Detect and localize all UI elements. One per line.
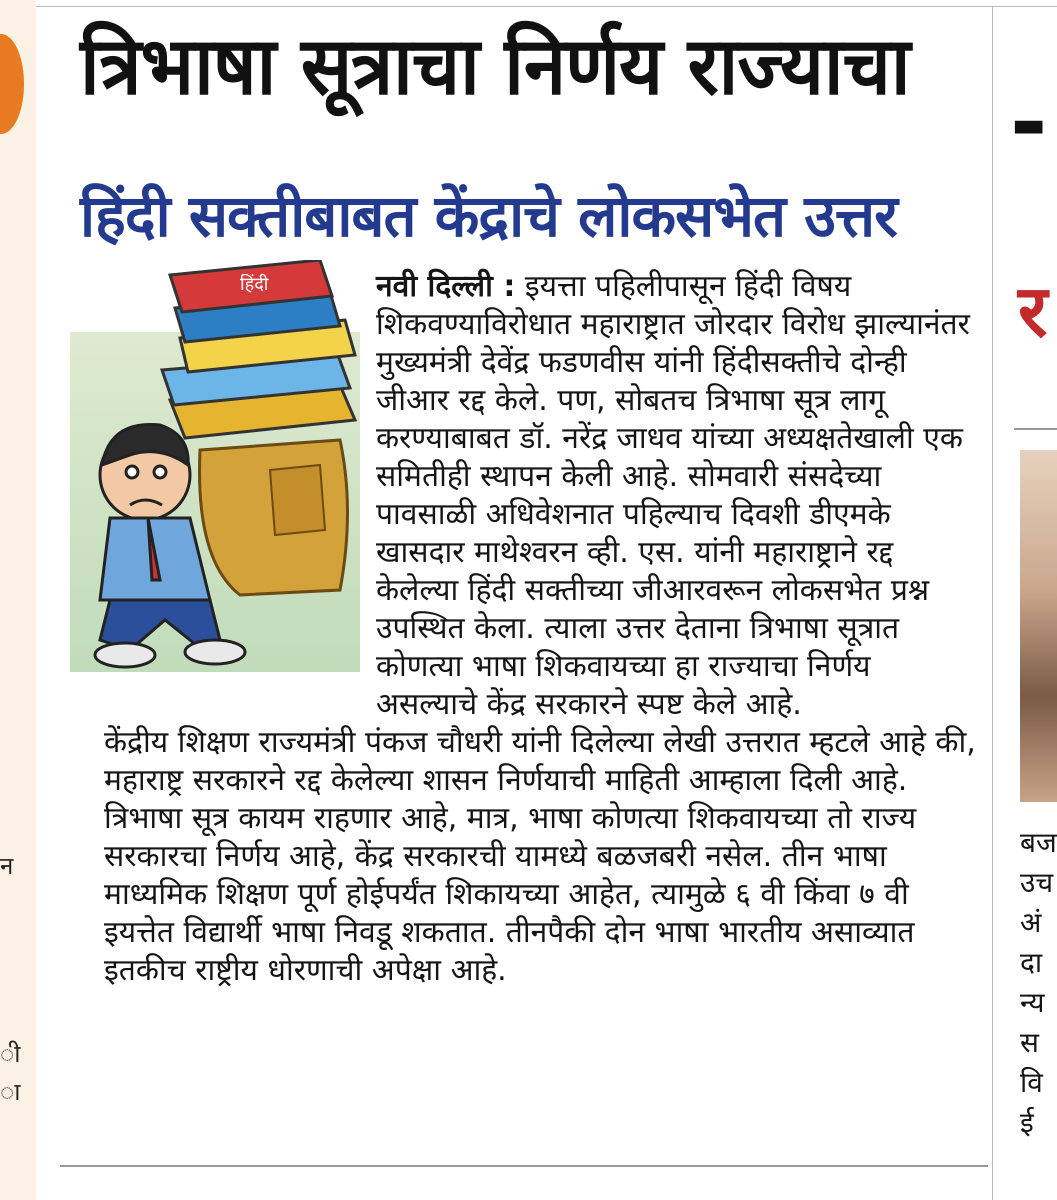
left-fragment: ी [0,1040,21,1068]
book-title: हिंदी [240,274,269,295]
right-column-strip [1000,0,1057,1200]
right-headline-fragment: - [1010,70,1048,175]
right-text-fragment: न्य [1020,986,1045,1019]
right-text-fragment: ई [1020,1106,1034,1139]
dateline: नवी दिल्ली : [376,269,516,304]
headline: त्रिभाषा सूत्राचा निर्णय राज्याचा [80,18,910,113]
left-fragment: ा [0,1078,21,1106]
right-text-fragment: अं [1020,906,1042,939]
right-text-fragment: दा [1020,946,1043,979]
article-body [64,268,979,990]
top-rule [36,6,1057,7]
orange-badge-fragment [0,34,24,134]
bottom-rule [60,1165,988,1167]
illustration-wrap-space [64,268,376,688]
right-text-fragment: वि [1020,1066,1043,1099]
right-red-heading-fragment: र [1018,269,1048,353]
right-text-fragment: स [1020,1026,1039,1059]
right-text-fragment: बज [1020,826,1057,859]
column-divider [992,6,993,1200]
right-rule [1014,428,1057,430]
paragraph-1-text: इयत्ता पहिलीपासून हिंदी विषय शिकवण्याविरोधात महाराष्ट्रात जोरदार विरोध झाल्यानंतर मुख्यमंत्री देवेंद्र फडणवीस यांनी हिंदीसक्तीचे दोन्ही जीआर रद्द केले. पण, सोबतच त्रिभाषा सूत्र लागू करण्याबाबत डॉ. नरेंद्र जाधव यांच्या अध्यक्षतेखाली एक समितीही स्थापन केली आहे. सोमवारी संसदेच्या पावसाळी अधिवेशनात पहिल्याच दिवशी डीएमके खासदार माथेश्वरन व्ही. एस. यांनी महाराष्ट्राने रद्द केलेल्या हिंदी सक्तीच्या जीआरवरून लोकसभेत प्रश्न उपस्थित केला. त्याला उत्तर देताना त्रिभाषा सूत्रात कोणत्या भाषा शिकवायच्या हा राज्याचा निर्णय असल्याचे केंद्र सरकारने स्पष्ट केले आहे. [376,269,970,722]
left-fragment: न [0,852,14,880]
right-text-fragment: उच [1020,866,1054,899]
paragraph-2: केंद्रीय शिक्षण राज्यमंत्री पंकज चौधरी यांनी दिलेल्या लेखी उत्तरात म्हटले आहे की, महाराष्ट्र सरकारने रद्द केलेल्या शासन निर्णयाची माहिती आम्हाला दिली आहे. त्रिभाषा सूत्र कायम राहणार आहे, मात्र, भाषा कोणत्या शिकवायच्या तो राज्य सरकारचा निर्णय आहे, केंद्र सरकारची यामध्ये बळजबरी नसेल. तीन भाषा माध्यमिक शिक्षण पूर्ण होईपर्यंत शिकायच्या आहेत, त्यामुळे ६ वी किंवा ७ वी इयत्तेत विद्यार्थी भाषा निवडू शकतात. तीनपैकी दोन भाषा भारतीय असाव्यात इतकीच राष्ट्रीय धोरणाची अपेक्षा आहे. [104,725,976,988]
left-column-strip [0,0,36,1200]
right-photo-fragment [1020,450,1057,802]
subheadline: हिंदी सक्तीबाबत केंद्राचे लोकसभेत उत्तर [80,182,897,250]
